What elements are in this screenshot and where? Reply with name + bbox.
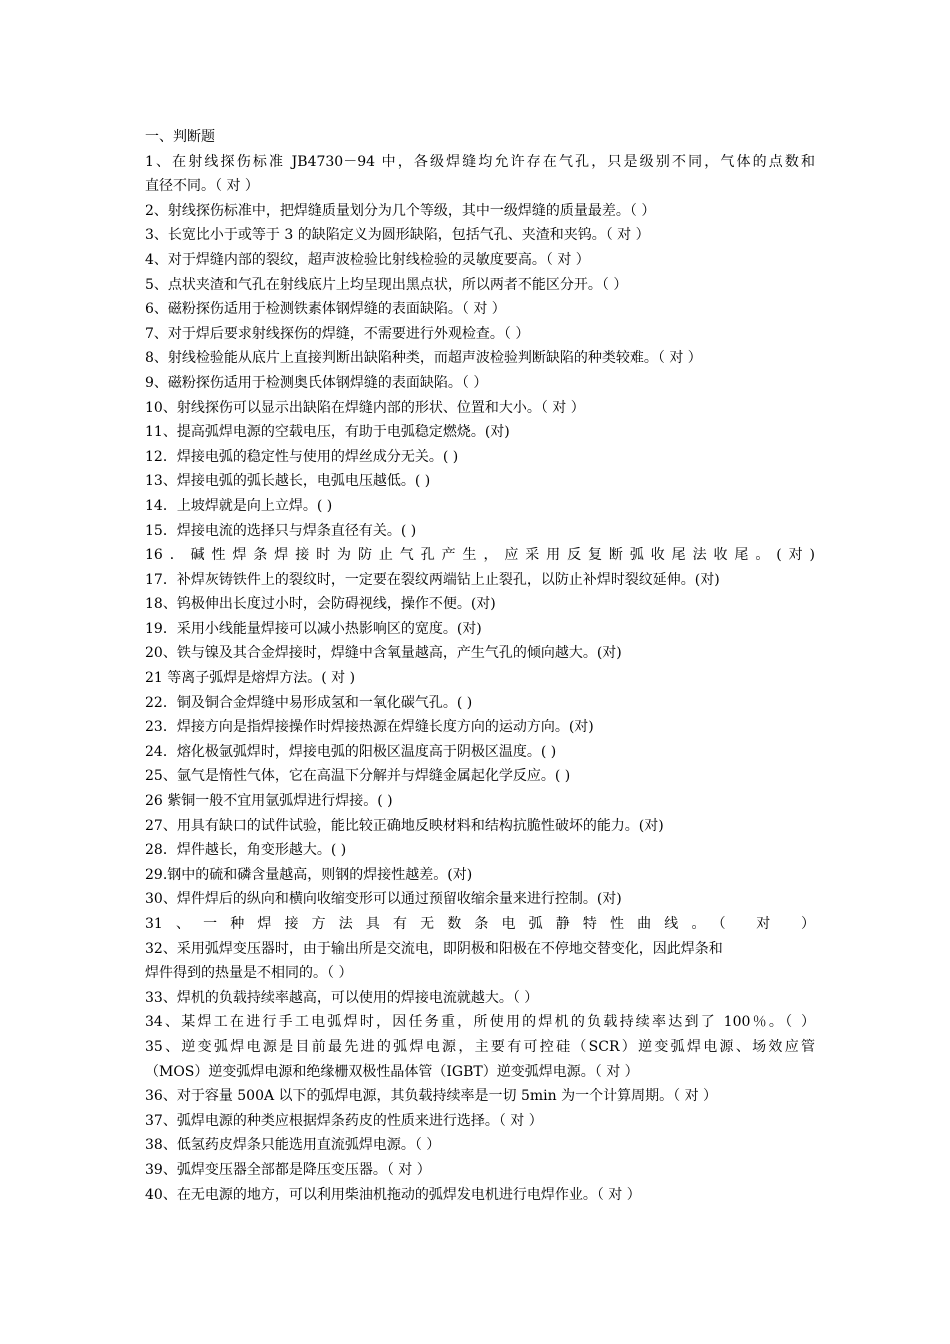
question-line: 17．补焊灰铸铁件上的裂纹时，一定要在裂纹两端钻上止裂孔，以防止补焊时裂纹延伸。(对) [145, 571, 720, 588]
question-line: 9、磁粉探伤适用于检测奥氏体钢焊缝的表面缺陷。（ ） [145, 374, 488, 391]
question-line: 焊件得到的热量是不相同的。（ ） [145, 965, 353, 982]
question-line: 28．焊件越长，角变形越大。( ) [145, 842, 347, 859]
question-line: 31、一种焊接方法具有无数条电弧静特性曲线。（ 对 ） [145, 916, 815, 932]
question-line: 35、逆变弧焊电源是目前最先进的弧焊电源，主要有可控硅（SCR）逆变弧焊电源、场效应管 [145, 1038, 815, 1055]
question-line: 19．采用小线能量焊接可以减小热影响区的宽度。(对) [145, 620, 482, 637]
question-line: 3、长宽比小于或等于 3 的缺陷定义为圆形缺陷，包括气孔、夹渣和夹钨。（ 对 ） [145, 227, 650, 244]
question-line: 29.钢中的硫和磷含量越高，则钢的焊接性越差。(对) [145, 866, 473, 883]
question-line: 4、对于焊缝内部的裂纹，超声波检验比射线检验的灵敏度要高。（ 对 ） [145, 251, 590, 268]
question-line: 34、某焊工在进行手工电弧焊时，因任务重，所使用的焊机的负载持续率达到了 100％。（ ） [145, 1014, 815, 1031]
question-line: 16．碱性焊条焊接时为防止气孔产生，应采用反复断弧收尾法收尾。(对) [145, 547, 815, 564]
question-line: 25、氩气是惰性气体，它在高温下分解并与焊缝金属起化学反应。( ) [145, 768, 571, 785]
question-line: 15．焊接电流的选择只与焊条直径有关。( ) [145, 522, 417, 539]
section-heading: 一、判断题 [145, 129, 215, 145]
question-line: 7、对于焊后要求射线探伤的焊缝，不需要进行外观检查。（ ） [145, 325, 530, 342]
question-line: 14．上坡焊就是向上立焊。( ) [145, 497, 333, 514]
question-line: 32、采用弧焊变压器时，由于输出所是交流电，即阴极和阳极在不停地交替变化，因此焊条和 [145, 940, 723, 957]
question-line: 24．熔化极氩弧焊时，焊接电弧的阳极区温度高于阴极区温度。( ) [145, 743, 557, 760]
question-line: 23．焊接方向是指焊接操作时焊接热源在焊缝长度方向的运动方向。(对) [145, 719, 594, 736]
question-line: 6、磁粉探伤适用于检测铁素体钢焊缝的表面缺陷。（ 对 ） [145, 301, 506, 318]
question-line: 10、射线探伤可以显示出缺陷在焊缝内部的形状、位置和大小。（ 对 ） [145, 399, 585, 416]
question-line: 27、用具有缺口的试件试验，能比较正确地反映材料和结构抗脆性破坏的能力。(对) [145, 817, 664, 834]
question-line: 1、在射线探伤标准 JB4730－94 中，各级焊缝均允许存在气孔，只是级别不同，气体的点数和 [145, 153, 815, 170]
question-line: 26 紫铜一般不宜用氩弧焊进行焊接。( ) [145, 793, 393, 810]
question-line: 20、铁与镍及其合金焊接时，焊缝中含氧量越高，产生气孔的倾向越大。(对) [145, 645, 622, 662]
question-line: 39、弧焊变压器全部都是降压变压器。（ 对 ） [145, 1161, 431, 1178]
question-line: 37、弧焊电源的种类应根据焊条药皮的性质来进行选择。（ 对 ） [145, 1112, 543, 1129]
document-page [145, 125, 815, 1207]
question-line: 13、焊接电弧的弧长越长，电弧电压越低。( ) [145, 473, 431, 490]
question-line: （MOS）逆变弧焊电源和绝缘栅双极性晶体管（IGBT）逆变弧焊电源。（ 对 ） [145, 1063, 639, 1080]
question-line: 18、钨极伸出长度过小时，会防碍视线，操作不便。(对) [145, 596, 496, 613]
question-line: 2、射线探伤标准中，把焊缝质量划分为几个等级，其中一级焊缝的质量最差。（ ） [145, 202, 656, 219]
question-line: 5、点状夹渣和气孔在射线底片上均呈现出黑点状，所以两者不能区分开。（ ） [145, 276, 628, 293]
question-line: 40、在无电源的地方，可以利用柴油机拖动的弧焊发电机进行电焊作业。（ 对 ） [145, 1186, 641, 1203]
question-line: 12．焊接电弧的稳定性与使用的焊丝成分无关。( ) [145, 448, 459, 465]
question-line: 38、低氢药皮焊条只能选用直流弧焊电源。（ ） [145, 1137, 441, 1154]
question-line: 21 等离子弧焊是熔焊方法。( 对 ) [145, 670, 356, 687]
question-list [145, 150, 815, 1208]
question-line: 22．铜及铜合金焊缝中易形成氢和一氧化碳气孔。( ) [145, 694, 473, 711]
question-line: 11、提高弧焊电源的空载电压，有助于电弧稳定燃烧。(对) [145, 424, 510, 441]
question-line: 30、焊件焊后的纵向和横向收缩变形可以通过预留收缩余量来进行控制。(对) [145, 891, 622, 908]
question-line: 直径不同。（ 对 ） [145, 178, 259, 195]
question-line: 8、射线检验能从底片上直接判断出缺陷种类，而超声波检验判断缺陷的种类较难。（ 对 ） [145, 350, 702, 367]
question-line: 36、对于容量 500A 以下的弧焊电源，其负载持续率是一切 5min 为一个计算周期。（ 对 ） [145, 1088, 718, 1105]
question-line: 33、焊机的负载持续率越高，可以使用的焊接电流就越大。（ ） [145, 989, 539, 1006]
